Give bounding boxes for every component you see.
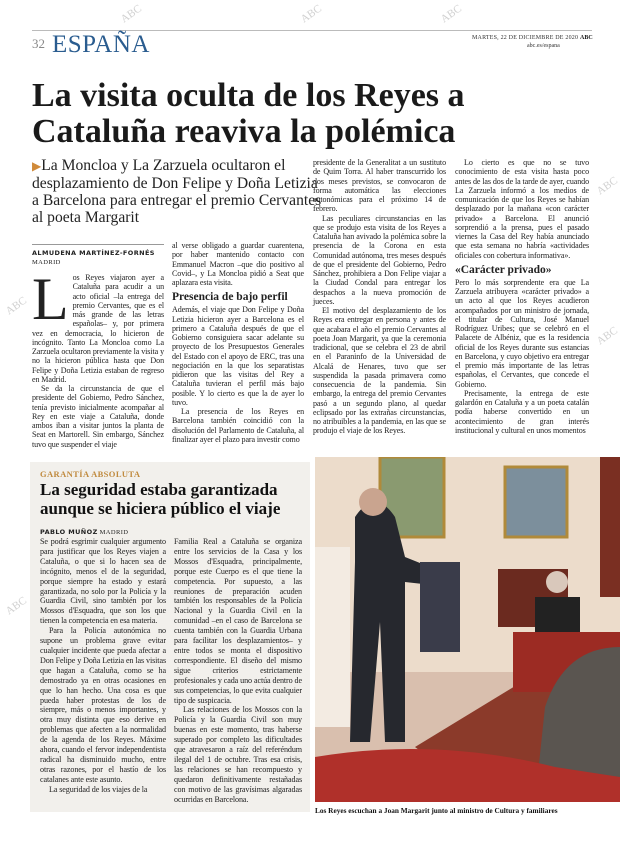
drop-cap: L (32, 266, 69, 332)
sidebar-column-2 (174, 537, 302, 804)
photo-painting-right (505, 467, 567, 537)
issue-date: MARTES, 22 DE DICIEMBRE DE 2020 (472, 35, 579, 41)
sidebar-headline (40, 481, 308, 518)
article-column-3 (313, 158, 446, 436)
paragraph: Precisamente, la entrega de este galardón en Cataluña y a un poeta catalán podía haberse convertido en un acontecimiento de gran interés institucional y cultural en unos momentos (455, 388, 589, 435)
paragraph: La presencia de los Reyes en Barcelona también coincidió con la disolución del Parlamento de Cataluña, al finalizar ayer el plazo para investir como (172, 407, 304, 444)
paragraph: Lo cierto es que no se tuvo conocimiento de esta visita hasta poco antes de las dos de la tarde de ayer, cuando La Zarzuela informó a los medios de comunicación de que los Reyes se habían desplazado por la mañana «con carácter privado» a Barcelona. El anunció sorprendió a la prensa, pues el pasado viernes la Casa del Rey había anunciado que esta semana no habría «actividades oficiales con cobertura informativa». (455, 158, 589, 260)
sidebar-kicker: GARANTÍA ABSOLUTA (40, 469, 141, 479)
paragraph: Las relaciones de los Mossos con la Policía y la Guardia Civil son muy buenas en este momento, tras haberse superado por completo las dificultades que atravesaron a raíz del referéndum ilegal del 1 de octubre. Tras esa crisis, las relaciones se han recompuesto y quedaron definitivamente restañadas con motivo de las gravísimas algaradas ocurridas en Barcelona. (174, 705, 302, 804)
paragraph: Se podrá esgrimir cualquier argumento para justificar que los Reyes viajen a Cataluña, o que si lo hacen sea de incógnito, menos el de la seguridad, porque siempre ha estado y estará garantizada, no solo por la Policía y la Guardia Civil, sino también por los Mossos d'Esquadra, que son los que tienen la competencia en esa materia. (40, 537, 166, 626)
paragraph: os Reyes viajaron ayer a Cataluña para acudir a un acto oficial –la entrega del premio Cervantes, que es el más grande de las letras españolas– y, por primera vez en democracia, lo hicieron de incógnito. Tanto La Moncloa como La Zarzuela ocultaron previamente la visita y no la hicieron pública hasta que Don Felipe y Doña Letizia estaban de regreso en Madrid. (32, 273, 164, 384)
sidebar-headline-text: La seguridad estaba garantizada aunque se hiciera público el viaje (40, 480, 281, 518)
triangle-bullet-icon: ▶ (32, 159, 42, 173)
paragraph: La seguridad de los viajes de la (49, 784, 148, 794)
headline (32, 78, 607, 150)
section-title: ESPAÑA (52, 31, 150, 58)
photo-door (600, 457, 620, 597)
author: ALMUDENA MARTÍNEZ-FORNÉS (32, 249, 155, 257)
sidebar-author: PABLO MUÑOZ (40, 528, 98, 536)
photo-fireplace (315, 547, 350, 727)
subhead-presencia: Presencia de bajo perfil (172, 291, 288, 304)
article-column-1 (32, 244, 164, 449)
paragraph: Además, el viaje que Don Felipe y Doña Letizia hicieron ayer a Barcelona es el primero a Cataluña después de que el Gobierno consiguiera sacar adelante su proyecto de los Presupuestos Generales del Estado con el apoyo de ERC, tras una negociación en la que los separatistas pidieron que las visitas del Rey a Cataluña tuvieran el perfil más bajo posible. Y lo cierto es que la de ayer lo tuvo. (172, 305, 304, 407)
watermark: ABC (438, 2, 465, 26)
paragraph: Familia Real a Cataluña se organiza entre los servicios de la Casa y los Mossos d'Esquadra, principalmente, porque este Cuerpo es el que tiene la competencia. Por supuesto, a las reuniones de preparación acuden también los responsables de la Policía Nacional y la Guardia Civil en la comunidad –en el caso de Barcelona se cuenta también con la Guardia Urbana para facilitar los desplazamientos– y entre todos se monta el dispositivo correspondiente. El diseño del mismo sigue criterios estrictamente profesionales y cada uno actúa dentro de sus competencias, lo que evita cualquier tipo de suspicacia. (174, 537, 302, 705)
article-column-4 (455, 158, 589, 435)
sidebar-column-1 (40, 527, 166, 795)
news-photo (315, 457, 620, 802)
subhead-caracter-privado: «Carácter privado» (455, 263, 552, 276)
photo-caption: Los Reyes escuchan a Joan Margarit junto al ministro de Cultura y familiares (315, 806, 558, 815)
paragraph: al verse obligado a guardar cuarentena, por haber mantenido contacto con Emmanuel Macron –que dio positivo al Covid–, y La Moncloa pidió a Seat que aplazara esta visita. (172, 241, 304, 287)
photo-woman-head (546, 571, 568, 593)
location: MADRID (32, 259, 61, 266)
sidebar-location: MADRID (99, 529, 129, 536)
watermark: ABC (594, 174, 620, 198)
watermark: ABC (3, 294, 30, 318)
watermark: ABC (118, 2, 145, 26)
brand: ABC (580, 35, 593, 41)
watermark: ABC (298, 2, 325, 26)
byline-rule (32, 244, 164, 245)
article-column-2 (172, 241, 304, 444)
watermark: ABC (594, 324, 620, 348)
headline-text: La visita oculta de los Reyes a Cataluña reaviva la polémica (32, 77, 465, 150)
paragraph: presidente de la Generalitat a un sustituto de Quim Torra. Al haber transcurrido los dos meses previstos, se convocaron de forma automática las elecciones autonómicas para el próximo 14 de febrero. (313, 158, 446, 214)
page-number: 32 (32, 36, 45, 51)
paragraph: Se da la circunstancia de que el presidente del Gobierno, Pedro Sánchez, tenía previsto inicialmente acompañar al Rey en este viaje a Cataluña, donde ambos iban a visitar juntos la planta de Seat en Martorell. Sin embargo, Sánchez tuvo que suspender el viaje (32, 384, 164, 449)
paragraph: Pero lo más sorprendente era que La Zarzuela atribuyera «carácter privado» a un acto al que los Reyes acudieron acompañados por un ministro de jornada, el titular de Cultura, José Manuel Rodríguez Uribes; que se celebró en el Palacete de Albéniz, que es la residencia oficial de los Reyes durante sus estancias en Barcelona, y cuyo objetivo era entregar el premio más importante de las letras españolas, el Cervantes, que concede el Gobierno. (455, 277, 589, 389)
paragraph: Las peculiares circunstancias en las que se produjo esta visita de los Reyes a Cataluña han avivado la polémica sobre la presencia de la Corona en esta Comunidad autónoma, tres meses después de que el presidente del Gobierno, Pedro Sánchez, prohibiera a Don Felipe viajar a la Ciudad Condal para entregar los despachos a la nueva promoción de jueces. (313, 213, 446, 306)
photo-seated-people (420, 562, 460, 652)
paragraph: Para la Policía autonómica no supone un problema grave evitar cualquier incidente que pueda afectar a Don Felipe y Doña Letizia en las visitas que hagan a Cataluña, como se ha demostrado ya en otras ocasiones en que lo han hecho. Una cosa es que pueda haber protestas de los de siempre, más o menos importantes, y otra muy distinta que eso derive en problemas que afecten a la normalidad de la agenda de los Reyes. Máxime ahora, cuando el fervor independentista radical ha disminuido mucho, entre otras razones, por el hastío de los catalanes ante este asunto. (40, 626, 166, 784)
paragraph: El motivo del desplazamiento de los Reyes era entregar en persona y antes de que acabara el año el premio Cervantes al poeta Joan Margarit, ya que la ceremonia tradicional, que se celebra el 23 de abril en el Paraninfo de la Universidad de Alcalá de Henares, tuvo que ser suspendida la pasada primavera como consecuencia de la pandemia. Sin embargo, la entrega del premio Cervantes pasó a un segundo plano, al quedar eclipsado por las extrañas circunstancias, no atribuibles a la pandemia, en las que se produjo el viaje de los Reyes. (313, 306, 446, 436)
subheadline (32, 157, 322, 226)
photo-speaker-head (359, 488, 387, 516)
subheadline-text: La Moncloa y La Zarzuela ocultaron el desplazamiento de Don Felipe y Doña Letizia a Barcelona para entregar el premio Cervantes al poeta Margarit (32, 157, 322, 226)
watermark: ABC (3, 594, 30, 618)
section-url[interactable]: abc.es/espana (527, 43, 560, 49)
